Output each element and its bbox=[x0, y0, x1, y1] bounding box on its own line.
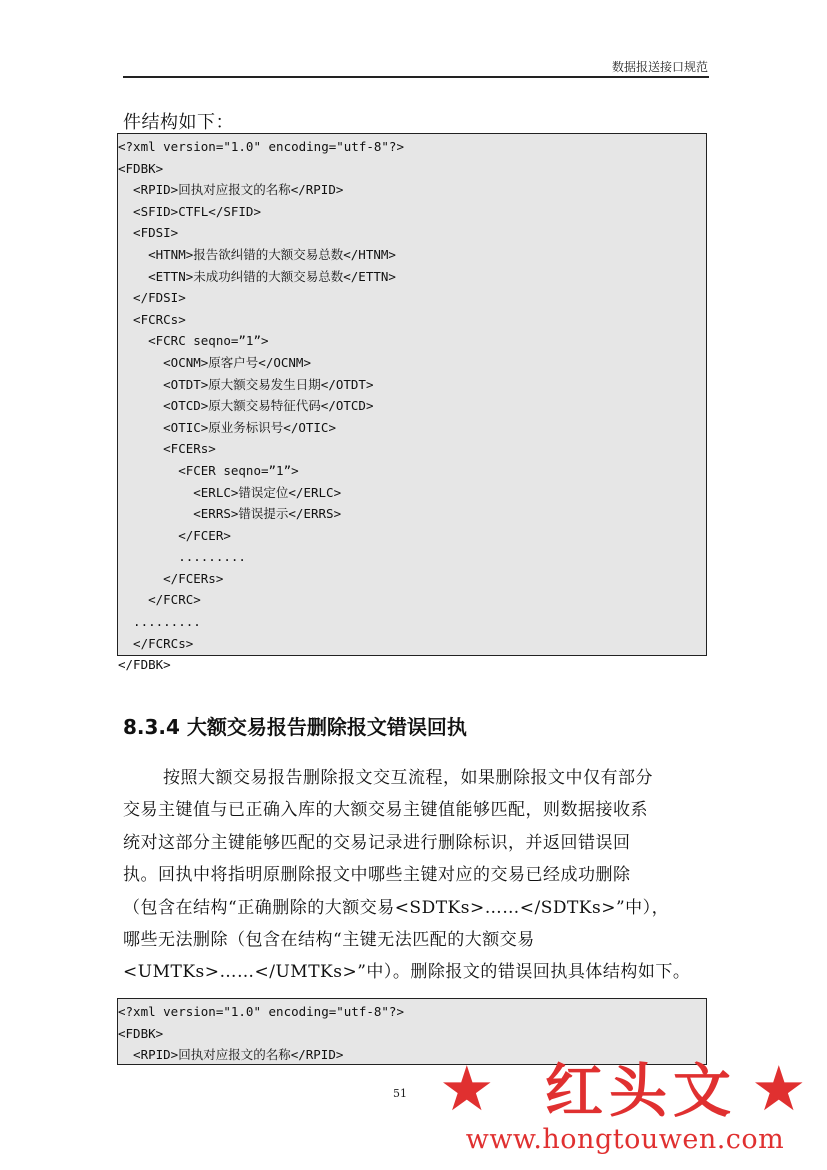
xml-code-block-1 bbox=[117, 133, 707, 673]
code-line: <FDSI> bbox=[118, 225, 179, 241]
code-line: <ERLC>错误定位</ERLC> bbox=[118, 484, 342, 500]
paragraph-line: 统对这部分主键能够匹配的交易记录进行删除标识，并返回错误回 bbox=[123, 832, 631, 853]
code-line: <?xml version="1.0" encoding="utf-8"?> bbox=[118, 1004, 404, 1019]
code-line: </FDBK> bbox=[118, 657, 171, 673]
code-line: <ETTN>未成功纠错的大额交易总数</ETTN> bbox=[118, 268, 396, 284]
paragraph-line: 按照大额交易报告删除报文交互流程，如果删除报文中仅有部分 bbox=[163, 768, 653, 788]
code-line: ......... bbox=[118, 614, 201, 630]
code-line: <FCRC seqno=”1”> bbox=[118, 333, 269, 349]
star-icon: ★ bbox=[439, 1052, 495, 1125]
watermark bbox=[435, 1048, 815, 1168]
code-line: <OTDT>原大额交易发生日期</OTDT> bbox=[118, 376, 374, 392]
code-line: <FDBK> bbox=[118, 160, 164, 176]
section-heading: 8.3.4 大额交易报告删除报文错误回执 bbox=[123, 715, 467, 739]
code-line: <RPID>回执对应报文的名称</RPID> bbox=[118, 1047, 344, 1063]
code-line: <FCRCs> bbox=[118, 311, 186, 327]
page-number: 51 bbox=[393, 1087, 407, 1100]
code-line: <OTIC>原业务标识号</OTIC> bbox=[118, 419, 336, 435]
star-icon: ★ bbox=[751, 1052, 807, 1125]
paragraph-line: <UMTKs>……</UMTKs>”中）。删除报文的错误回执具体结构如下。 bbox=[123, 962, 691, 983]
watermark-text: 红头文 bbox=[545, 1057, 738, 1125]
watermark-row bbox=[435, 1050, 815, 1130]
code-line: <?xml version="1.0" encoding="utf-8"?> bbox=[118, 139, 404, 154]
code-line: <HTNM>报告欲纠错的大额交易总数</HTNM> bbox=[118, 246, 396, 262]
code-line: <FCER seqno=”1”> bbox=[118, 462, 299, 478]
code-line: </FCRCs> bbox=[118, 635, 194, 651]
code-line: <ERRS>错误提示</ERRS> bbox=[118, 506, 342, 522]
paragraph-line: （包含在结构“正确删除的大额交易<SDTKs>……</SDTKs>”中）， bbox=[123, 897, 670, 918]
code-line: </FCRC> bbox=[118, 592, 201, 608]
watermark-url: www.hongtouwen.com bbox=[465, 1124, 785, 1155]
code-line: </FDSI> bbox=[118, 290, 186, 306]
running-header-title: 数据报送接口规范 bbox=[611, 60, 708, 74]
code-line: <FDBK> bbox=[118, 1025, 164, 1041]
code-line: <SFID>CTFL</SFID> bbox=[118, 203, 261, 219]
code-line: <RPID>回执对应报文的名称</RPID> bbox=[118, 182, 344, 198]
header-rule bbox=[123, 76, 709, 78]
code-line: <OTCD>原大额交易特征代码</OTCD> bbox=[118, 398, 374, 414]
paragraph-line: 交易主键值与已正确入库的大额交易主键值能够匹配，则数据接收系 bbox=[123, 800, 648, 821]
code-line: </FCERs> bbox=[118, 570, 224, 586]
code-line: </FCER> bbox=[118, 527, 231, 543]
body-paragraph bbox=[123, 762, 713, 989]
code-line: <FCERs> bbox=[118, 441, 216, 457]
intro-text: 件结构如下： bbox=[123, 112, 234, 133]
code-line: ......... bbox=[118, 549, 246, 565]
paragraph-line: 执。回执中将指明原删除报文中哪些主键对应的交易已经成功删除 bbox=[123, 865, 631, 886]
code-line: <OCNM>原客户号</OCNM> bbox=[118, 354, 311, 370]
paragraph-line: 哪些无法删除（包含在结构“主键无法匹配的大额交易 bbox=[123, 929, 535, 950]
